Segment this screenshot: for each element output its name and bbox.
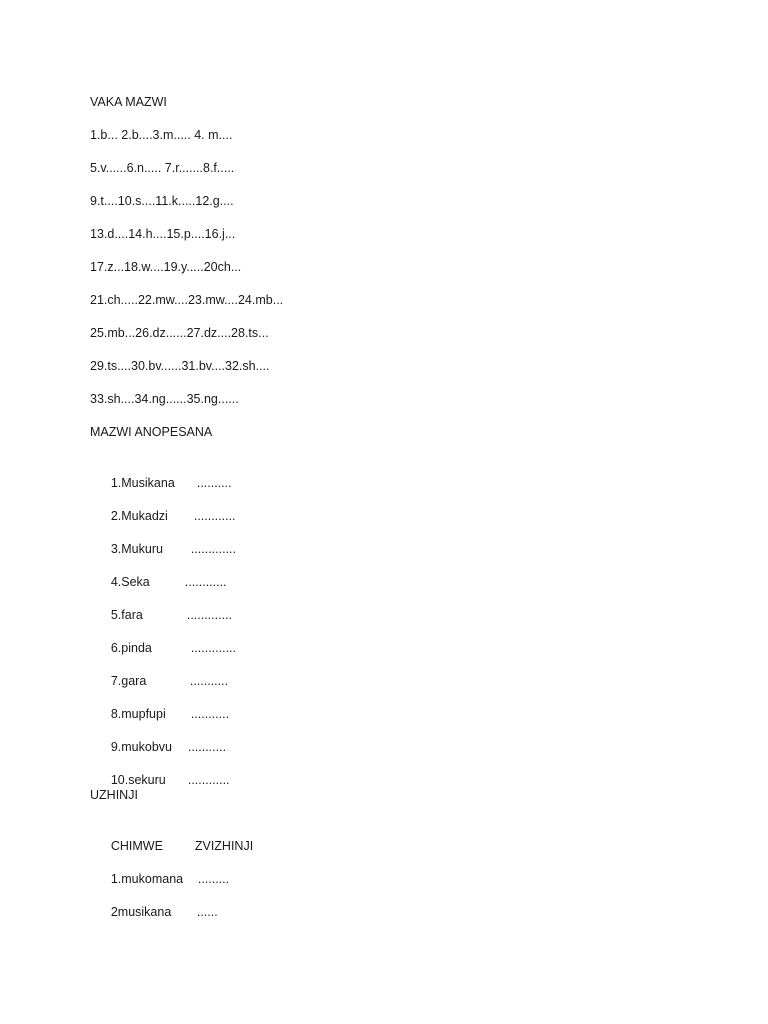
opposite-word: 9.mukobvu: [110, 740, 172, 754]
answer-blank: ...........: [190, 707, 230, 721]
plural-item: [90, 852, 690, 885]
opposite-word: 8.mupfupi: [110, 707, 166, 721]
syllable-line-4: 13.d....14.h....15.p....16.j...: [90, 227, 236, 241]
opposite-word: 4.Seka: [110, 575, 150, 589]
opposite-item: [90, 621, 690, 654]
opposite-item: [90, 522, 690, 555]
section-heading-vaka-mazwi: VAKA MAZWI: [90, 95, 167, 109]
syllable-line-6: 21.ch.....22.mw....23.mw....24.mb...: [90, 293, 284, 307]
opposite-item: [90, 654, 690, 687]
singular-word: 1.mukomana: [110, 872, 184, 886]
opposite-word: 6.pinda: [110, 641, 152, 655]
syllable-line-1: 1.b... 2.b....3.m..... 4. m....: [90, 128, 233, 142]
plural-item: [90, 885, 690, 918]
answer-blank: .............: [190, 542, 236, 556]
column-header-plural: ZVIZHINJI: [194, 839, 254, 853]
syllable-line-3: 9.t....10.s....11.k.....12.g....: [90, 194, 234, 208]
singular-word: 2musikana: [110, 905, 172, 919]
answer-blank: ..........: [196, 476, 232, 490]
opposite-item: [90, 687, 690, 720]
syllable-line-5: 17.z...18.w....19.y.....20ch...: [90, 260, 242, 274]
opposite-item: [90, 489, 690, 522]
syllable-line-7: 25.mb...26.dz......27.dz....28.ts...: [90, 326, 269, 340]
section-heading-uzhinji: UZHINJI: [90, 788, 138, 802]
opposite-item: [90, 456, 690, 489]
opposite-item: [90, 720, 690, 753]
answer-blank: .........: [197, 872, 230, 886]
answer-blank: .............: [190, 641, 236, 655]
opposite-item: [90, 588, 690, 621]
answer-blank: ...........: [189, 674, 229, 688]
answer-blank: ............: [187, 773, 230, 787]
answer-blank: ............: [193, 509, 236, 523]
answer-blank: ......: [196, 905, 218, 919]
column-header-singular: CHIMWE: [110, 839, 163, 853]
answer-blank: .............: [186, 608, 232, 622]
opposite-word: 3.Mukuru: [110, 542, 163, 556]
opposite-item: [90, 555, 690, 588]
syllable-line-2: 5.v......6.n..... 7.r.......8.f.....: [90, 161, 235, 175]
column-headers: [90, 819, 690, 852]
answer-blank: ...........: [187, 740, 227, 754]
opposite-word: 10.sekuru: [110, 773, 166, 787]
opposite-word: 5.fara: [110, 608, 143, 622]
syllable-line-8: 29.ts....30.bv......31.bv....32.sh....: [90, 359, 270, 373]
syllable-line-9: 33.sh....34.ng......35.ng......: [90, 392, 239, 406]
document-body: [90, 93, 690, 918]
opposite-item: [90, 753, 690, 786]
answer-blank: ............: [184, 575, 227, 589]
opposite-word: 7.gara: [110, 674, 147, 688]
section-heading-mazwi-anopesana: MAZWI ANOPESANA: [90, 425, 213, 439]
opposite-word: 1.Musikana: [110, 476, 175, 490]
opposite-word: 2.Mukadzi: [110, 509, 168, 523]
